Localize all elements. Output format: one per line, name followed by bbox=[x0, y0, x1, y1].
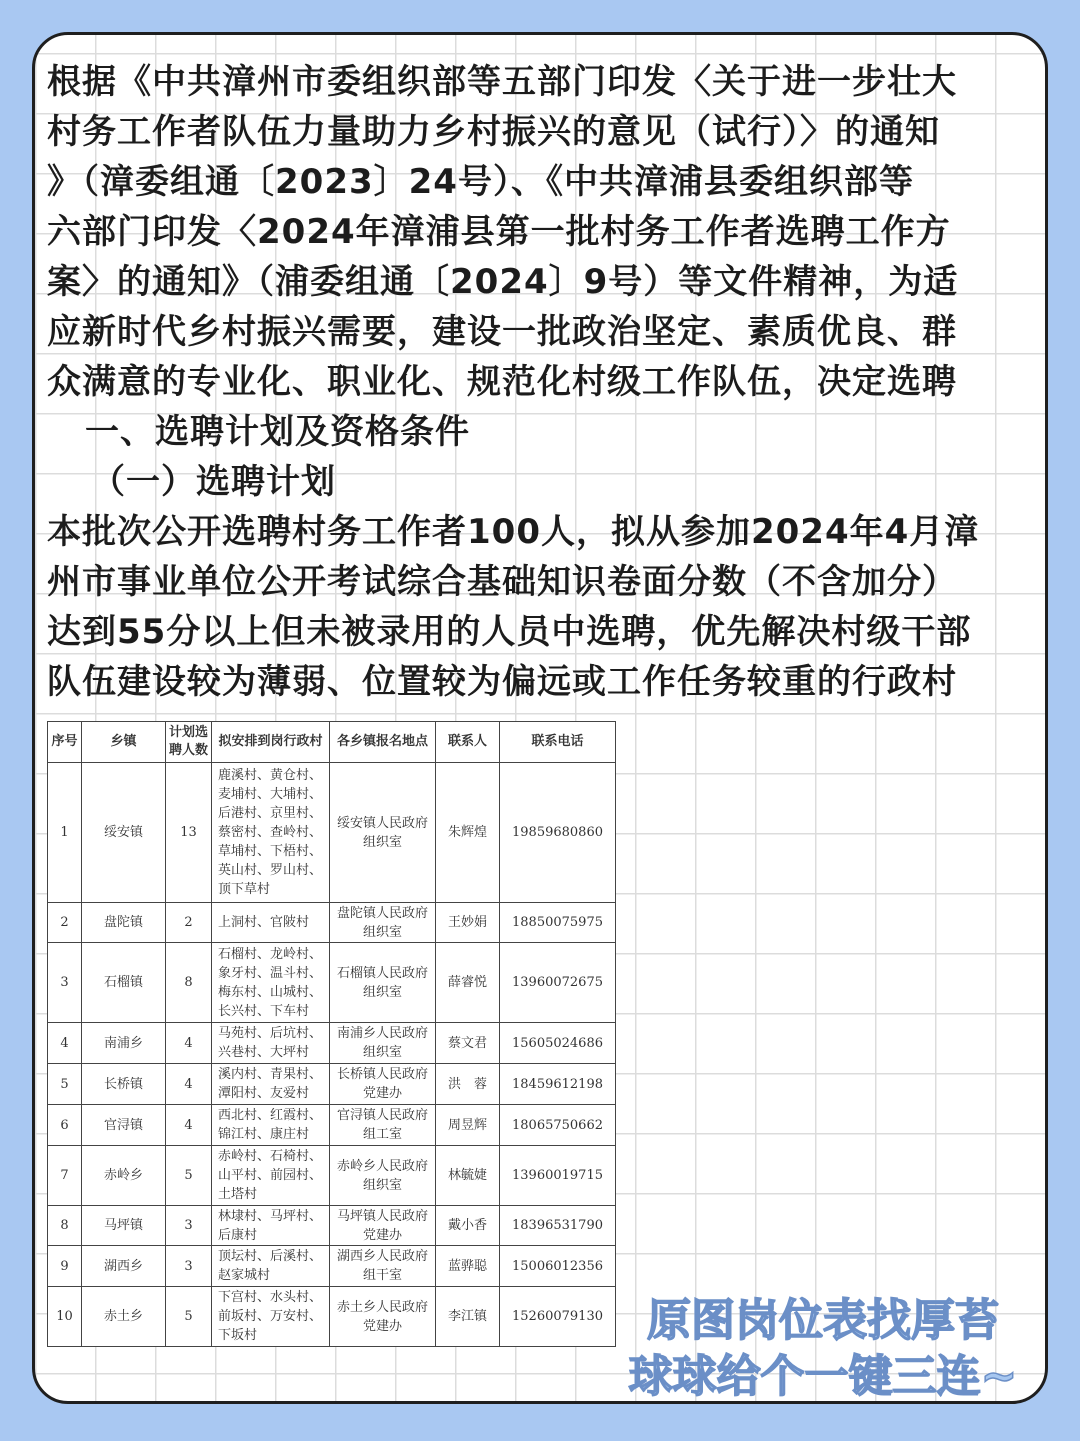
cell-contact: 蔡文君 bbox=[436, 1023, 500, 1064]
notice-body bbox=[47, 57, 1037, 707]
cell-town: 石榴镇 bbox=[82, 943, 166, 1023]
cell-phone: 18459612198 bbox=[500, 1064, 616, 1105]
body-line: 根据《中共漳州市委组织部等五部门印发〈关于进一步壮大 bbox=[47, 62, 957, 102]
cell-villages: 马苑村、后坑村、兴巷村、大坪村 bbox=[212, 1023, 330, 1064]
cell-contact: 周昱辉 bbox=[436, 1105, 500, 1146]
cell-villages: 上洞村、官陂村 bbox=[212, 903, 330, 943]
cell-quota: 5 bbox=[166, 1146, 212, 1206]
header-location: 各乡镇报名地点 bbox=[330, 722, 436, 763]
cell-quota: 2 bbox=[166, 903, 212, 943]
header-contact: 联系人 bbox=[436, 722, 500, 763]
body-line: 应新时代乡村振兴需要，建设一批政治坚定、素质优良、群 bbox=[47, 312, 957, 352]
body-line: 六部门印发〈2024年漳浦县第一批村务工作者选聘工作方 bbox=[47, 212, 951, 252]
section-heading: 一、选聘计划及资格条件 bbox=[85, 412, 470, 452]
cell-index: 7 bbox=[48, 1146, 82, 1206]
cell-phone: 15006012356 bbox=[500, 1246, 616, 1287]
table-row bbox=[48, 1023, 616, 1064]
cell-phone: 13960072675 bbox=[500, 943, 616, 1023]
header-phone: 联系电话 bbox=[500, 722, 616, 763]
cell-villages: 林埭村、马坪村、后康村 bbox=[212, 1206, 330, 1246]
table-row bbox=[48, 1246, 616, 1287]
cell-contact: 薛睿悦 bbox=[436, 943, 500, 1023]
cell-contact: 洪 蓉 bbox=[436, 1064, 500, 1105]
cell-phone: 19859680860 bbox=[500, 763, 616, 903]
cell-contact: 朱辉煌 bbox=[436, 763, 500, 903]
cell-villages: 溪内村、青果村、潭阳村、友爱村 bbox=[212, 1064, 330, 1105]
cell-town: 官浔镇 bbox=[82, 1105, 166, 1146]
table-row bbox=[48, 1064, 616, 1105]
cell-location: 湖西乡人民政府组干室 bbox=[330, 1246, 436, 1287]
header-villages: 拟安排到岗行政村 bbox=[212, 722, 330, 763]
cell-quota: 5 bbox=[166, 1287, 212, 1347]
cell-quota: 8 bbox=[166, 943, 212, 1023]
positions-table bbox=[47, 721, 616, 1347]
cell-quota: 4 bbox=[166, 1105, 212, 1146]
cell-quota: 4 bbox=[166, 1023, 212, 1064]
body-line: 众满意的专业化、职业化、规范化村级工作队伍，决定选聘 bbox=[47, 362, 957, 402]
overlay-line-1: 原图岗位表找厚苔 bbox=[647, 1295, 999, 1346]
cell-phone: 18396531790 bbox=[500, 1206, 616, 1246]
body-line: 》（漳委组通〔2023〕24号）、《中共漳浦县委组织部等 bbox=[47, 162, 914, 202]
header-quota: 计划选聘人数 bbox=[166, 722, 212, 763]
cell-index: 3 bbox=[48, 943, 82, 1023]
content-card bbox=[32, 32, 1048, 1404]
cell-contact: 蓝骅聪 bbox=[436, 1246, 500, 1287]
table-row bbox=[48, 1105, 616, 1146]
cell-quota: 4 bbox=[166, 1064, 212, 1105]
cell-town: 盘陀镇 bbox=[82, 903, 166, 943]
cell-town: 南浦乡 bbox=[82, 1023, 166, 1064]
header-index: 序号 bbox=[48, 722, 82, 763]
cell-villages: 赤岭村、石椅村、山平村、前园村、土塔村 bbox=[212, 1146, 330, 1206]
cell-index: 8 bbox=[48, 1206, 82, 1246]
cell-quota: 3 bbox=[166, 1206, 212, 1246]
cell-location: 南浦乡人民政府组织室 bbox=[330, 1023, 436, 1064]
cell-location: 官浔镇人民政府组工室 bbox=[330, 1105, 436, 1146]
cell-town: 马坪镇 bbox=[82, 1206, 166, 1246]
cell-phone: 15605024686 bbox=[500, 1023, 616, 1064]
body-line: 达到55分以上但未被录用的人员中选聘，优先解决村级干部 bbox=[47, 612, 972, 652]
cell-index: 6 bbox=[48, 1105, 82, 1146]
cell-index: 9 bbox=[48, 1246, 82, 1287]
cell-town: 赤土乡 bbox=[82, 1287, 166, 1347]
table-row bbox=[48, 1146, 616, 1206]
cell-location: 赤土乡人民政府党建办 bbox=[330, 1287, 436, 1347]
cell-villages: 鹿溪村、黄仓村、麦埔村、大埔村、后港村、京里村、蔡密村、查岭村、草埔村、下梧村、英山村、罗山村、顶下草村 bbox=[212, 763, 330, 903]
cell-town: 绥安镇 bbox=[82, 763, 166, 903]
cell-index: 5 bbox=[48, 1064, 82, 1105]
cell-location: 盘陀镇人民政府组织室 bbox=[330, 903, 436, 943]
body-line: 村务工作者队伍力量助力乡村振兴的意见（试行）〉的通知 bbox=[47, 112, 940, 152]
table-row bbox=[48, 1206, 616, 1246]
cell-index: 10 bbox=[48, 1287, 82, 1347]
cell-index: 4 bbox=[48, 1023, 82, 1064]
body-line: 本批次公开选聘村务工作者100人，拟从参加2024年4月漳 bbox=[47, 512, 980, 552]
overlay-caption bbox=[603, 1293, 1043, 1404]
cell-phone: 18065750662 bbox=[500, 1105, 616, 1146]
subsection-heading: （一）选聘计划 bbox=[91, 462, 336, 502]
overlay-line-2: 球球给个一键三连~ bbox=[628, 1351, 1018, 1402]
cell-index: 1 bbox=[48, 763, 82, 903]
table-row bbox=[48, 1287, 616, 1347]
cell-villages: 顶坛村、后溪村、赵家城村 bbox=[212, 1246, 330, 1287]
cell-location: 马坪镇人民政府党建办 bbox=[330, 1206, 436, 1246]
cell-location: 赤岭乡人民政府组织室 bbox=[330, 1146, 436, 1206]
body-line: 案〉的通知》（浦委组通〔2024〕9号）等文件精神，为适 bbox=[47, 262, 959, 302]
cell-town: 赤岭乡 bbox=[82, 1146, 166, 1206]
cell-index: 2 bbox=[48, 903, 82, 943]
cell-phone: 15260079130 bbox=[500, 1287, 616, 1347]
cell-contact: 李江镇 bbox=[436, 1287, 500, 1347]
body-line: 队伍建设较为薄弱、位置较为偏远或工作任务较重的行政村 bbox=[47, 662, 957, 702]
table-row bbox=[48, 763, 616, 903]
cell-contact: 王妙娟 bbox=[436, 903, 500, 943]
cell-town: 湖西乡 bbox=[82, 1246, 166, 1287]
table-header-row bbox=[48, 722, 616, 763]
header-town: 乡镇 bbox=[82, 722, 166, 763]
cell-villages: 下宫村、水头村、前坂村、万安村、下坂村 bbox=[212, 1287, 330, 1347]
cell-phone: 13960019715 bbox=[500, 1146, 616, 1206]
table-body bbox=[48, 763, 616, 1347]
cell-contact: 林毓婕 bbox=[436, 1146, 500, 1206]
cell-location: 石榴镇人民政府组织室 bbox=[330, 943, 436, 1023]
body-line: 州市事业单位公开考试综合基础知识卷面分数（不含加分） bbox=[47, 562, 957, 602]
cell-location: 绥安镇人民政府组织室 bbox=[330, 763, 436, 903]
cell-quota: 3 bbox=[166, 1246, 212, 1287]
cell-town: 长桥镇 bbox=[82, 1064, 166, 1105]
table-row bbox=[48, 903, 616, 943]
cell-phone: 18850075975 bbox=[500, 903, 616, 943]
cell-quota: 13 bbox=[166, 763, 212, 903]
cell-location: 长桥镇人民政府党建办 bbox=[330, 1064, 436, 1105]
table-row bbox=[48, 943, 616, 1023]
cell-contact: 戴小香 bbox=[436, 1206, 500, 1246]
cell-villages: 石榴村、龙岭村、象牙村、温斗村、梅东村、山城村、长兴村、下车村 bbox=[212, 943, 330, 1023]
cell-villages: 西北村、红霞村、锦江村、康庄村 bbox=[212, 1105, 330, 1146]
